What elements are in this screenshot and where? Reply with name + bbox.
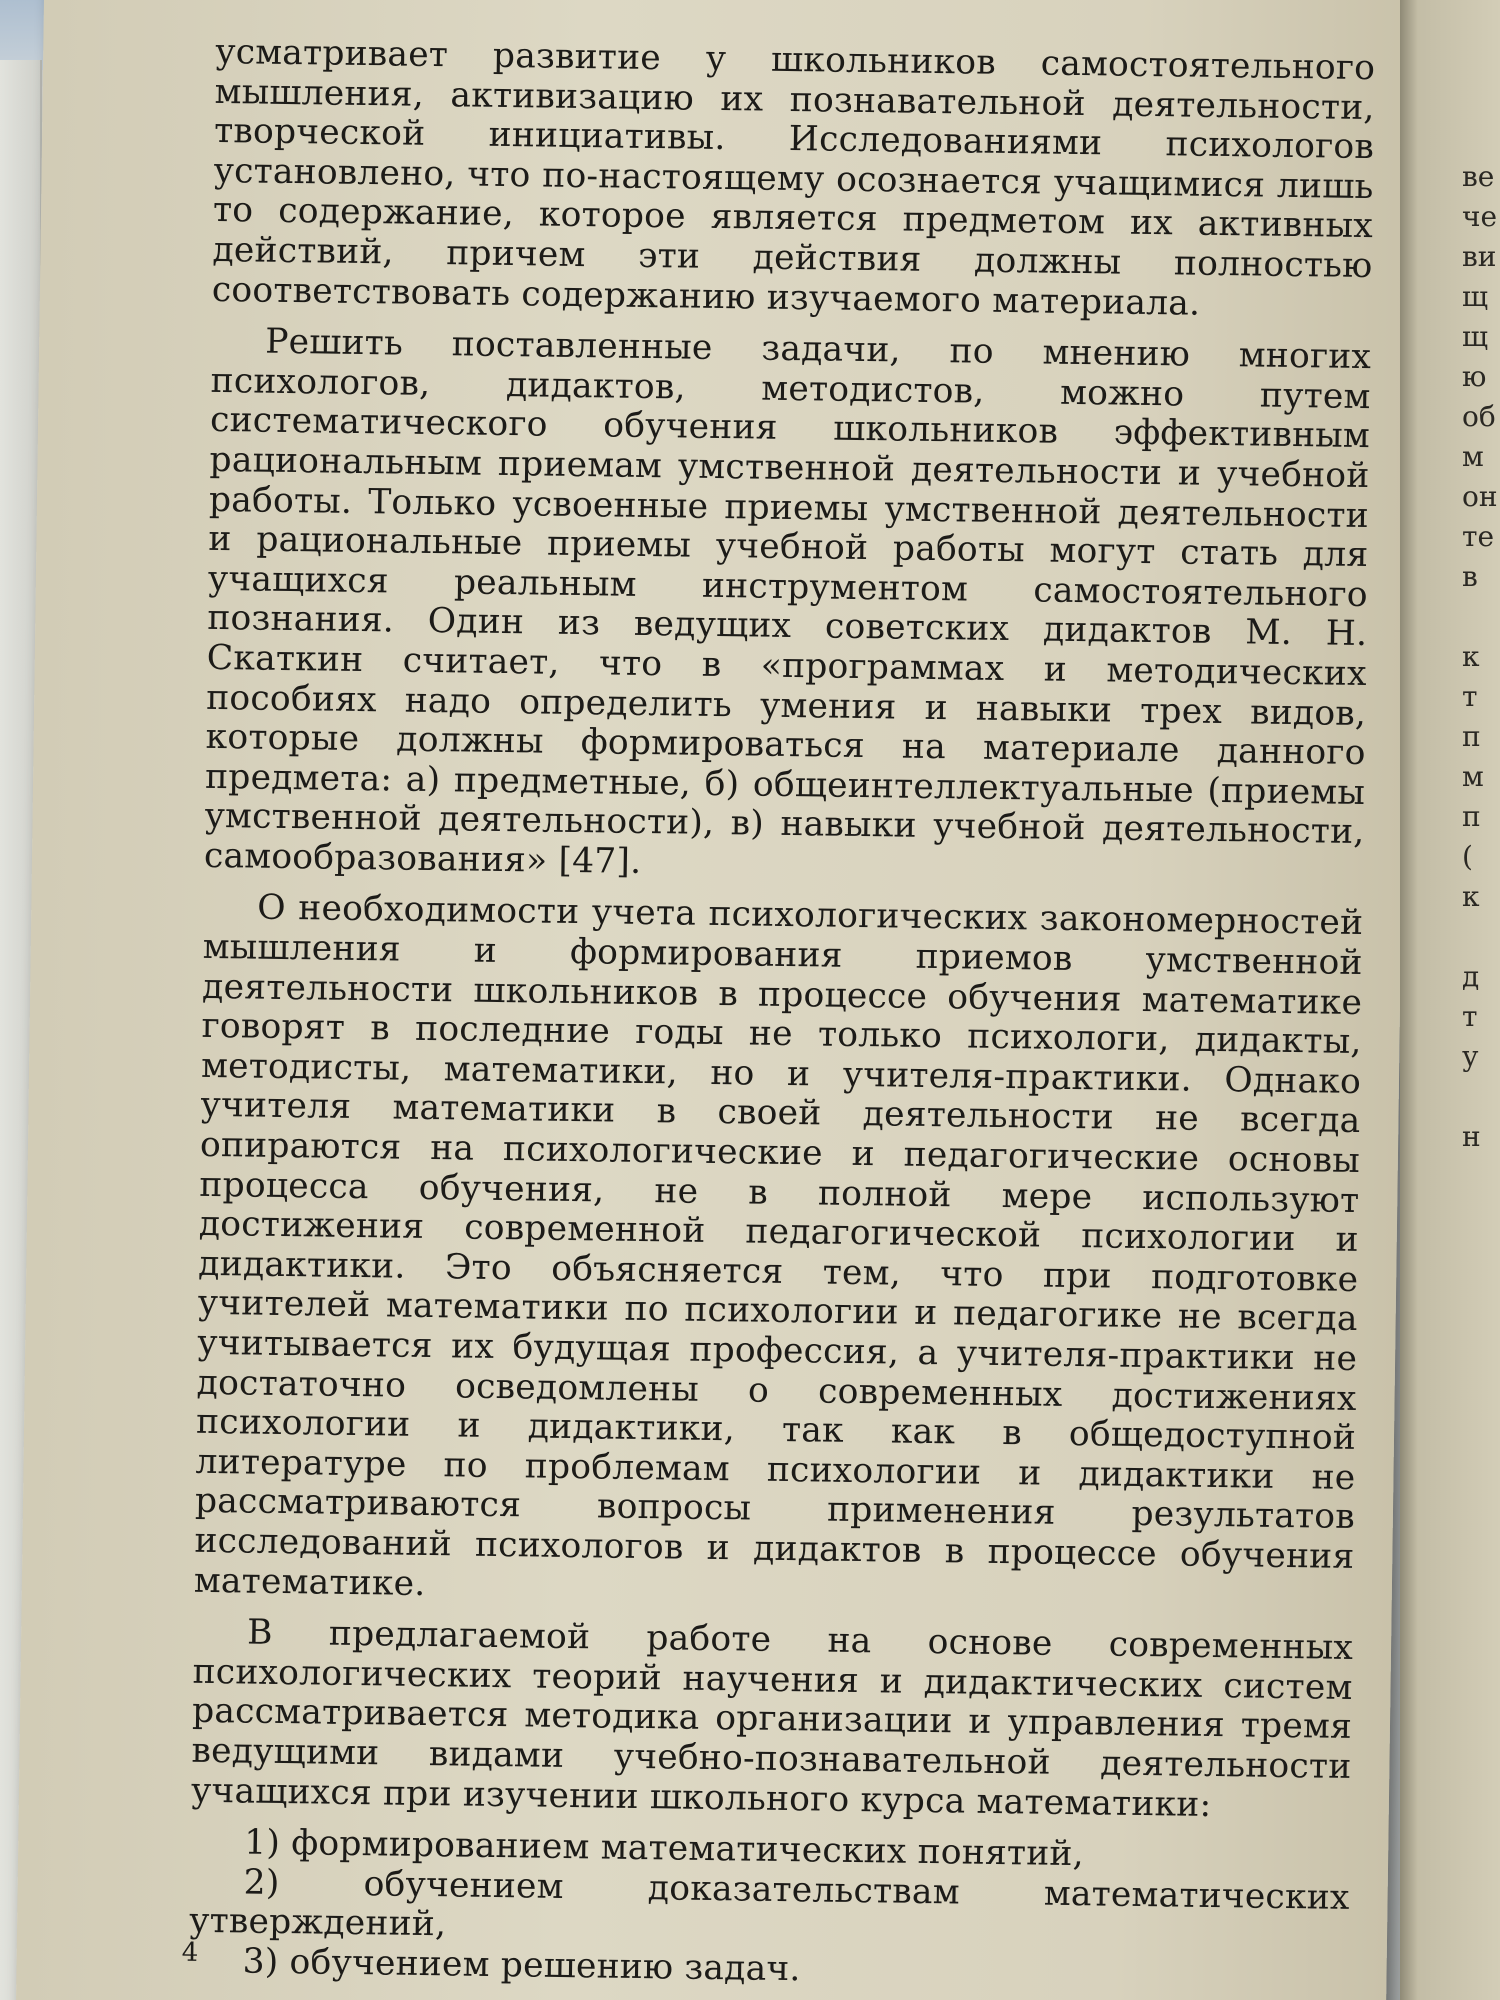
next-page-fragment: к [1462,880,1480,913]
next-page-fragment: те [1462,520,1495,553]
next-page-fragment: т [1462,1000,1478,1033]
next-page-fragment: в [1462,560,1478,593]
next-page-fragment: ви [1462,240,1497,273]
next-page-fragment: д [1462,960,1480,993]
next-page-fragment: ю [1462,360,1487,393]
next-page-fragment: щ [1462,280,1489,313]
list-item-3: 3) обучением решению задач. [242,1941,801,1990]
next-page-fragment: щ [1462,320,1489,353]
next-page-fragment: че [1462,200,1498,233]
paragraph-3: О необходимости учета психологических закономерностей мышления и формирования приемов умственной деятельности школьников в процессе обучения математике говорят в последние годы не только психологи, дидакты, методисты, математики, но и учителя-практики. Однако учителя математики в своей деятельности не всегда опираются на психологические и педагогические основы процесса обучения, не в полной мере используют достижения современной педагогической психологии и дидактики. Это объясняется тем, что при подготовке учителей математики по психологии и педагогике не всегда учитывается их будущая профессия, а учителя-практики не достаточно осведомлены о современных достижениях психологии и дидактики, так как в общедоступной литературе по проблемам психологии и дидактики не рассматриваются вопросы применения результатов исследований психологов и дидактов в процессе обучения математике. [193,888,1364,1604]
next-page-fragment: п [1462,800,1481,833]
next-page-fragment: м [1462,440,1484,473]
next-page-fragment: н [1462,1120,1481,1153]
paragraph-2: Решить поставленные задачи, по мнению многих психологов, дидактов, методистов, можно путем систематического обучения школьников эффективным рациональным приемам умственной деятельности и учебной работы. Только усвоенные приемы умственной деятельности и рациональные приемы учебной работы могут стать для учащихся реальным инструментом самостоятельного познания. Один из ведущих советских дидактов М. Н. Скаткин считает, что в «программах и методических пособиях надо определить умения и навыки трех видов, которые должны формироваться на материале данного предмета: а) предметные, б) общеинтеллектуальные (приемы умственной деятельности), в) навыки учебной деятельности, самообразования» [47]. [203,321,1372,882]
page-number: 4 [181,1937,199,1968]
next-page-fragment: м [1462,760,1484,793]
next-page-fragment: об [1462,400,1496,433]
book-page [16,0,1414,2000]
next-page-fragment: п [1462,720,1481,753]
next-page-fragment: к [1462,640,1480,673]
list-item-2: 2) обучением доказательствам математических утверждений, [188,1862,1350,1945]
next-page-fragment: т [1462,680,1478,713]
page-body [188,33,1375,1998]
next-page-fragment: он [1462,480,1498,513]
next-page-fragment: ( [1462,840,1473,873]
paragraph-1: усматривает развитие у школьников самостоятельного мышления, активизацию их познавательной деятельности, творческой инициативы. Исследованиями психологов установлено, что по-настоящему осознается учащимися лишь то содержание, которое является предметом их активных действий, причем эти действия должны полностью соответствовать содержанию изучаемого материала. [211,31,1376,324]
list-item-1: 1) формированием математических понятий, [243,1822,1085,1875]
next-page-fragment: ве [1462,160,1495,193]
next-page-fragment: у [1462,1040,1479,1073]
paragraph-4: В предлагаемой работе на основе современных психологических теорий научения и дидактических систем рассматривается методика организации и управления тремя ведущими видами учебно-познавательной деятельности учащихся при изучении школьного курса математики: [190,1612,1354,1825]
